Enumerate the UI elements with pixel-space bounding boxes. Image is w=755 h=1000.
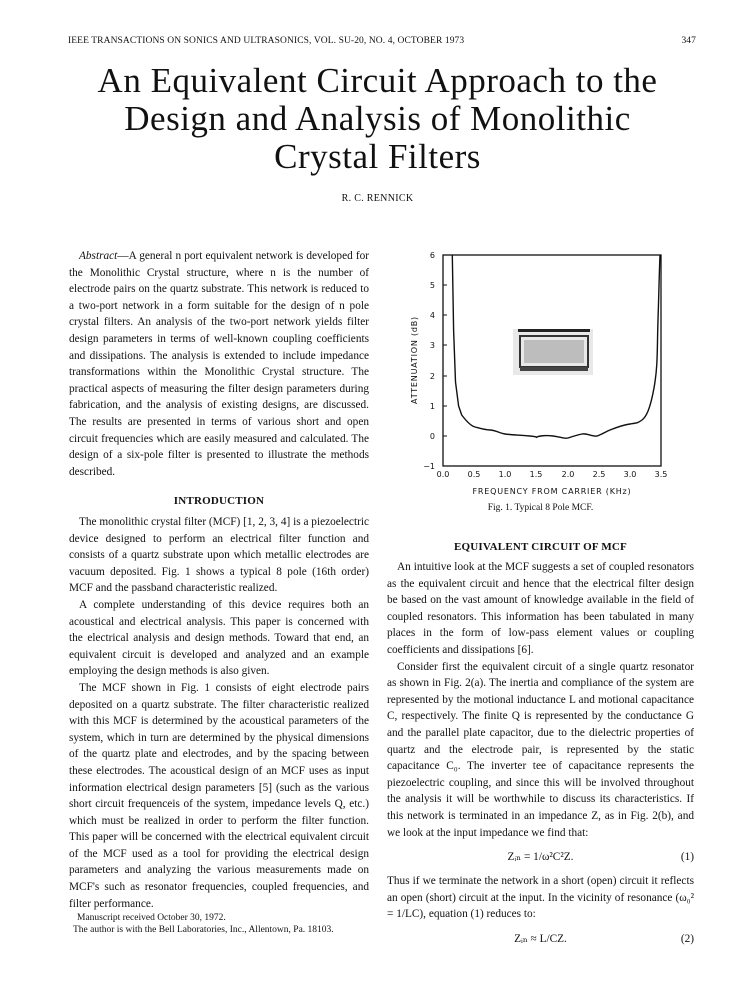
svg-text:3.0: 3.0 bbox=[623, 470, 637, 479]
paragraph: Consider first the equivalent circuit of a single quartz resonator as shown in Fig. 2(a). The inertia and compliance of the system are represented by the motional inductance L and motional capacitance C, respectively. The finite Q is represented by the conductance G and the parallel plate capacitor, due to the dielectric properties of quartz and the electrode pair, is represented by the static capacitance C₀. The inverter tee of capacitance represents the piezoelectric coupling, and since this will be involved throughout the analysis it will be worthwhile to discuss its characteristics. If this network is terminated in an impedance Z, as in Fig. 2(b), and we look at the input impedance we find that: bbox=[387, 660, 694, 839]
paper-title bbox=[0, 62, 755, 176]
paragraph: A complete understanding of this device requires both an acoustical and electrical analysis. This paper is concerned with the electrical analysis and design methods. Toward that end, an equivalent circuit is developed and analyzed and an example employing the design methods is also given. bbox=[69, 598, 369, 678]
paragraph: An intuitive look at the MCF suggests a set of coupled resonators as the equivalent circuit and hence that the electrical filter design be based on the vast amount of knowledge available in the field of coupled resonators. This information has been tabulated in many places in the form of low-pass element values or coupling coefficients and dissipations [6]. bbox=[387, 561, 694, 656]
equation-1 bbox=[387, 845, 694, 869]
svg-text:2.0: 2.0 bbox=[561, 470, 575, 479]
x-axis-label: FREQUENCY FROM CARRIER (KHz) bbox=[472, 487, 632, 496]
equation-2-text: Zᵢₙ ≈ L/CZ. bbox=[514, 932, 567, 945]
svg-text:1: 1 bbox=[429, 402, 435, 411]
svg-text:5: 5 bbox=[429, 281, 435, 290]
figure-1-chart bbox=[395, 240, 695, 525]
abstract-label: Abstract bbox=[79, 250, 118, 262]
equation-1-number: (1) bbox=[680, 851, 694, 864]
svg-text:6: 6 bbox=[429, 251, 435, 260]
svg-text:3: 3 bbox=[429, 341, 435, 350]
abstract-dash: — bbox=[117, 250, 129, 262]
x-axis-ticks bbox=[437, 470, 668, 479]
svg-text:1.5: 1.5 bbox=[529, 470, 543, 479]
footnote-received: Manuscript received October 30, 1972. bbox=[77, 913, 226, 923]
equation-1-text: Zᵢₙ = 1/ω²C²Z. bbox=[507, 851, 574, 864]
svg-text:0: 0 bbox=[429, 432, 435, 441]
svg-text:−1: −1 bbox=[423, 462, 435, 471]
footnote-affiliation: The author is with the Bell Laboratories, Inc., Allentown, Pa. 18103. bbox=[73, 924, 334, 935]
title-line: Crystal Filters bbox=[274, 137, 481, 176]
equation-2-number: (2) bbox=[680, 932, 694, 945]
footnote bbox=[73, 913, 383, 936]
svg-text:0.0: 0.0 bbox=[436, 470, 450, 479]
running-head bbox=[68, 36, 696, 46]
attenuation-plot bbox=[395, 240, 695, 500]
svg-text:3.5: 3.5 bbox=[654, 470, 668, 479]
journal-citation: IEEE TRANSACTIONS ON SONICS AND ULTRASONICS, VOL. SU-20, NO. 4, OCTOBER 1973 bbox=[68, 36, 465, 46]
y-axis-label: ATTENUATION (dB) bbox=[410, 316, 419, 404]
figure-caption: Fig. 1. Typical 8 Pole MCF. bbox=[487, 503, 594, 513]
title-line: Design and Analysis of Monolithic bbox=[124, 99, 631, 138]
svg-text:1.0: 1.0 bbox=[498, 470, 512, 479]
equivalent-circuit-body bbox=[387, 559, 694, 955]
abstract-text: A general n port equivalent network is developed for the Monolithic Crystal structure, where n is the number of electrode pairs on the quartz substrate. This network is reduced to a two-port network in a form suitable for the design of n pole crystal filters. An analysis of the two-port network yields filter design parameters in terms of well-known coupling coefficients and dissipations. The analysis is extended to include impedance transformations within the Monolithic Crystal structure. The practical aspects of measuring the filter design parameters during fabrication, and the analysis of existing designs, are discussed. The results are presented in terms of various short and open circuit frequencies which are easily measured and calculated. The design of a six-pole filter is presented to illustrate the methods described. bbox=[69, 250, 369, 478]
svg-text:0.5: 0.5 bbox=[467, 470, 481, 479]
title-line: An Equivalent Circuit Approach to the bbox=[97, 61, 658, 100]
section-heading-equivalent-circuit: EQUIVALENT CIRCUIT OF MCF bbox=[454, 541, 627, 553]
paragraph: The monolithic crystal filter (MCF) [1, 2, 3, 4] is a piezoelectric device designed to perform an electrical filter function and consists of a quartz substrate upon which metallic electrodes are vacuum deposited. Fig. 1 shows a typical 8 pole (16th order) MCF and the passband characteristic realized. bbox=[69, 516, 369, 595]
svg-text:2: 2 bbox=[429, 372, 435, 381]
section-heading-introduction: INTRODUCTION bbox=[173, 495, 265, 507]
y-axis-ticks bbox=[423, 251, 435, 471]
svg-text:2.5: 2.5 bbox=[592, 470, 606, 479]
svg-text:4: 4 bbox=[429, 311, 435, 320]
abstract bbox=[69, 248, 369, 480]
paragraph: Thus if we terminate the network in a short (open) circuit it reflects an open (short) circuit at the input. In the vicinity of resonance (ω₀² = 1/LC), equation (1) reduces to: bbox=[387, 875, 694, 921]
equation-2 bbox=[387, 927, 694, 951]
page-number: 347 bbox=[681, 36, 696, 46]
paragraph: The MCF shown in Fig. 1 consists of eight electrode pairs deposited on a quartz substrate. The filter characteristic realized with this MCF is determined by the acoustical parameters of the system, which in turn are determined by the physical dimensions of the quartz plate and electrodes, and by the spacing between these electrodes. The acoustical design of an MCF uses as input information electrical design parameters [5] (such as the various short circuit frequenceis of the system, impedance levels Q, etc.) which must be realized in order to perform the filter function. This paper will be concerned with the electrical equivalent circuit of the MCF used as a tool for providing the electrical design parameters and analyzing the various measurements made on MCF's such as resonator frequencies, coupled frequencies, and filter performance. bbox=[69, 681, 369, 910]
author: R. C. RENNICK bbox=[341, 193, 414, 204]
mcf-photo-inset bbox=[513, 329, 593, 375]
introduction-body bbox=[69, 514, 369, 912]
